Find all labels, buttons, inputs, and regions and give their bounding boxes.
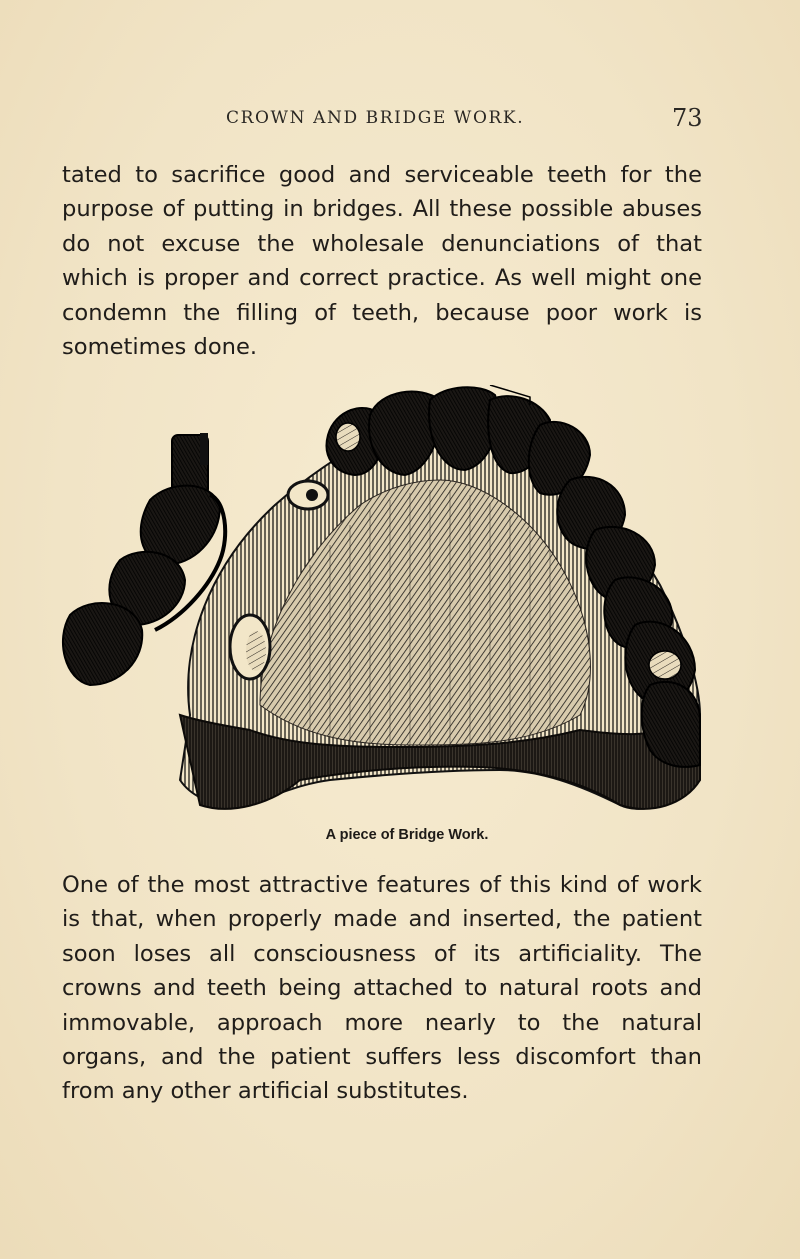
figure-caption: A piece of Bridge Work.	[325, 827, 489, 843]
bridge-work-illustration	[60, 385, 702, 825]
running-head-title: CROWN AND BRIDGE WORK.	[226, 108, 525, 128]
body-paragraph-2-text: One of the most attractive features of this kind of work is that, when properly made and inserted, the patient soon loses all consciousness of its artificiality. The crowns and teeth being attached to natural roots and immovable, approach more nearly to the natural organs, and the patient suffers less discomfort than from any other artificial substitutes.	[62, 872, 702, 1105]
body-paragraph-2	[62, 868, 702, 1109]
body-paragraph-1: tated to sacrifice good and serviceable teeth for the purpose of putting in bridges. All these possible abuses do not excuse the wholesale denunciations of that which is proper and correct practice. As well might one condemn the filling of teeth, because poor work is sometimes done.	[62, 162, 702, 361]
page-number: 73	[672, 104, 703, 132]
dental-arch-bridge-icon	[60, 385, 702, 825]
